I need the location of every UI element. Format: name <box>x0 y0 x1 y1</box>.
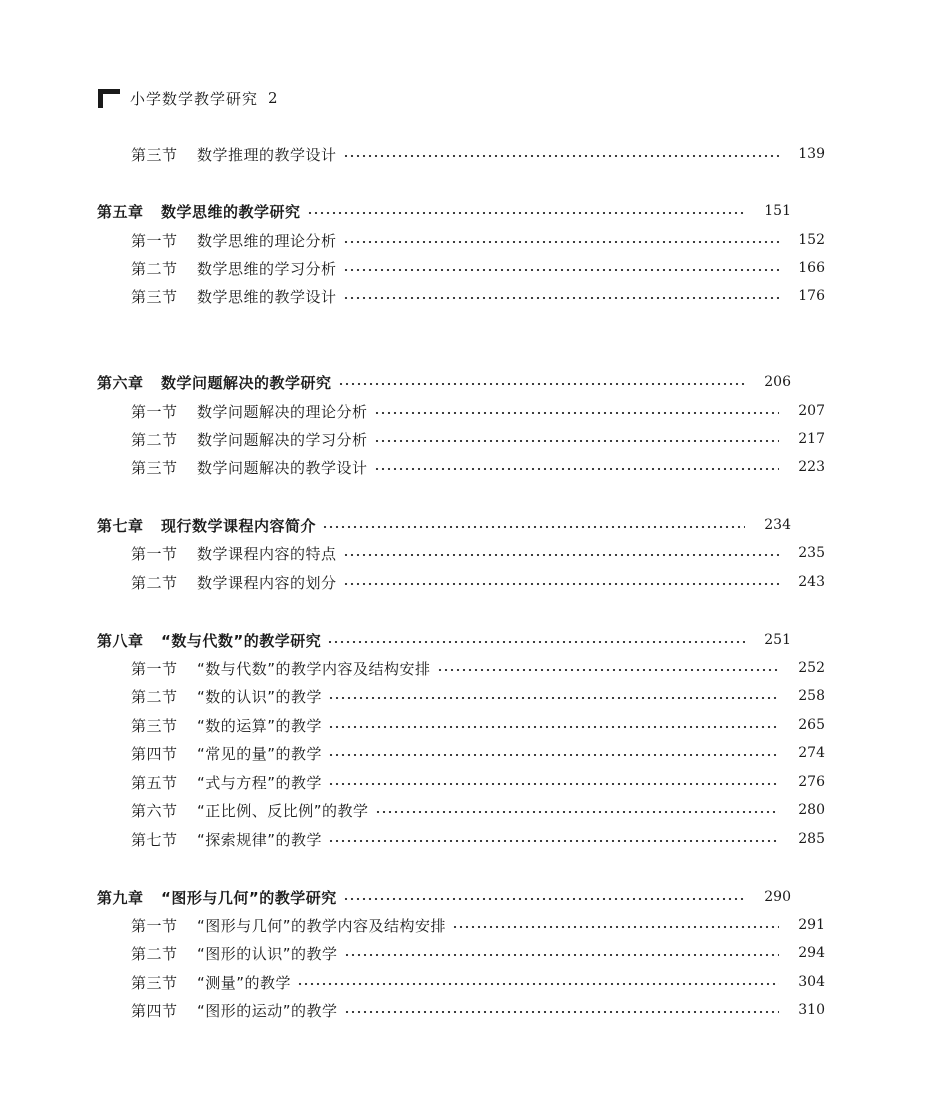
section-title: “测量”的教学 <box>197 973 292 992</box>
toc-section-row[interactable] <box>0 255 931 281</box>
toc-section-row[interactable] <box>0 769 931 795</box>
toc-entry-label <box>131 401 368 422</box>
dot-leader <box>343 269 779 271</box>
page-ref: 207 <box>798 403 825 419</box>
dot-leader <box>374 412 779 414</box>
section-title: “常见的量”的教学 <box>197 744 323 763</box>
dot-leader <box>338 383 745 385</box>
page-ref: 265 <box>798 717 825 733</box>
section-number: 第二节 <box>131 573 178 592</box>
section-number: 第四节 <box>131 1001 178 1020</box>
page-ref: 217 <box>798 431 825 447</box>
page-ref: 151 <box>764 203 791 219</box>
section-title: “数与代数”的教学内容及结构安排 <box>197 659 431 678</box>
toc-entry-label <box>131 800 369 821</box>
dot-leader <box>343 898 745 900</box>
toc-section-row[interactable] <box>0 712 931 738</box>
page-ref: 310 <box>798 1002 825 1018</box>
page-ref: 304 <box>798 974 825 990</box>
toc-entry-label <box>131 829 322 850</box>
dot-leader <box>375 811 779 813</box>
dot-leader <box>322 526 745 528</box>
dot-leader <box>344 1011 779 1013</box>
toc-section-row[interactable] <box>0 940 931 966</box>
dot-leader <box>328 783 779 785</box>
section-number: 第三节 <box>131 145 178 164</box>
toc-section-row[interactable] <box>0 569 931 595</box>
toc-chapter-row[interactable] <box>0 884 897 910</box>
page-ref: 139 <box>798 146 825 162</box>
toc-entry-label <box>131 743 322 764</box>
section-title: “正比例、反比例”的教学 <box>197 801 369 820</box>
chapter-number: 第五章 <box>97 202 144 221</box>
toc-entry-label <box>131 715 322 736</box>
dot-leader <box>343 241 779 243</box>
dot-leader <box>307 212 745 214</box>
section-title: “数的认识”的教学 <box>197 687 323 706</box>
dot-leader <box>344 954 779 956</box>
page-ref: 243 <box>798 574 825 590</box>
toc-entry-label <box>97 372 332 393</box>
toc-entry-label <box>97 887 337 908</box>
toc-section-row[interactable] <box>0 997 931 1023</box>
toc-entry-label <box>97 201 301 222</box>
chapter-title: 数学问题解决的教学研究 <box>161 373 332 392</box>
dot-leader <box>328 726 779 728</box>
section-title: “数的运算”的教学 <box>197 716 323 735</box>
page-ref: 252 <box>798 660 825 676</box>
page-ref: 290 <box>764 889 791 905</box>
book-title: 小学数学教学研究 <box>130 89 259 108</box>
section-number: 第二节 <box>131 687 178 706</box>
section-number: 第三节 <box>131 287 178 306</box>
toc-entry-label <box>131 429 368 450</box>
section-title: 数学问题解决的理论分析 <box>197 402 368 421</box>
toc-section-row[interactable] <box>0 797 931 823</box>
page-ref: 223 <box>798 459 825 475</box>
toc-entry-label <box>131 572 337 593</box>
section-number: 第三节 <box>131 458 178 477</box>
dot-leader <box>297 983 779 985</box>
dot-leader <box>374 468 779 470</box>
section-title: “图形与几何”的教学内容及结构安排 <box>197 916 447 935</box>
toc-section-row[interactable] <box>0 969 931 995</box>
section-number: 第七节 <box>131 830 178 849</box>
page-ref: 276 <box>798 774 825 790</box>
section-number: 第五节 <box>131 773 178 792</box>
section-title: “探索规律”的教学 <box>197 830 323 849</box>
section-title: 数学思维的教学设计 <box>197 287 337 306</box>
section-number: 第一节 <box>131 231 178 250</box>
toc-entry-label <box>97 630 321 651</box>
section-title: 数学课程内容的特点 <box>197 544 337 563</box>
toc-section-row[interactable] <box>0 655 931 681</box>
page-ref: 285 <box>798 831 825 847</box>
section-title: 数学问题解决的教学设计 <box>197 458 368 477</box>
toc-section-row[interactable] <box>0 283 931 309</box>
dot-leader <box>343 583 779 585</box>
section-number: 第三节 <box>131 973 178 992</box>
page-ref: 280 <box>798 802 825 818</box>
chapter-title: 数学思维的教学研究 <box>161 202 301 221</box>
dot-leader <box>328 840 779 842</box>
page-ref: 274 <box>798 745 825 761</box>
toc-section-row[interactable] <box>0 912 931 938</box>
chapter-number: 第九章 <box>97 888 144 907</box>
page-ref: 258 <box>798 688 825 704</box>
chapter-title: “数与代数”的教学研究 <box>161 631 322 650</box>
section-title: 数学推理的教学设计 <box>197 145 337 164</box>
chapter-number: 第七章 <box>97 516 144 535</box>
toc-section-row[interactable] <box>0 683 931 709</box>
toc-entry-label <box>131 943 338 964</box>
page-ref: 176 <box>798 288 825 304</box>
toc-entry-label <box>131 230 337 251</box>
dot-leader <box>452 926 779 928</box>
toc-chapter-row[interactable] <box>0 512 897 538</box>
toc-entry-label <box>131 543 337 564</box>
dot-leader <box>343 155 779 157</box>
toc-chapter-row[interactable] <box>0 198 897 224</box>
page-ref: 294 <box>798 945 825 961</box>
page-ref: 234 <box>764 517 791 533</box>
section-title: 数学思维的理论分析 <box>197 231 337 250</box>
section-number: 第二节 <box>131 430 178 449</box>
section-title: “图形的认识”的教学 <box>197 944 338 963</box>
toc-chapter-row[interactable] <box>0 627 897 653</box>
toc-entry-label <box>131 915 446 936</box>
toc-section-row[interactable] <box>0 426 931 452</box>
toc-section-row[interactable] <box>0 540 931 566</box>
dot-leader <box>343 297 779 299</box>
chapter-number: 第六章 <box>97 373 144 392</box>
toc-entry-label <box>131 258 337 279</box>
toc-section-row[interactable] <box>0 454 931 480</box>
toc-chapter-row[interactable] <box>0 369 897 395</box>
section-number: 第一节 <box>131 544 178 563</box>
toc-entry-label <box>97 515 316 536</box>
toc-entry-label <box>131 972 291 993</box>
section-title: 数学思维的学习分析 <box>197 259 337 278</box>
dot-leader <box>328 754 779 756</box>
dot-leader <box>437 669 779 671</box>
toc-section-row[interactable] <box>0 740 931 766</box>
toc-entry-label <box>131 686 322 707</box>
page-ref: 235 <box>798 545 825 561</box>
dot-leader <box>328 697 779 699</box>
section-number: 第三节 <box>131 716 178 735</box>
toc-entry-label <box>131 658 431 679</box>
dot-leader <box>343 554 779 556</box>
chapter-number: 第八章 <box>97 631 144 650</box>
dot-leader <box>327 641 745 643</box>
chapter-title: “图形与几何”的教学研究 <box>161 888 337 907</box>
page-ref: 152 <box>798 232 825 248</box>
page-ref: 166 <box>798 260 825 276</box>
toc-section-row[interactable] <box>0 398 931 424</box>
toc-entry-label <box>131 1000 338 1021</box>
toc-section-row[interactable] <box>0 141 931 167</box>
section-number: 第二节 <box>131 259 178 278</box>
section-number: 第一节 <box>131 659 178 678</box>
section-title: “图形的运动”的教学 <box>197 1001 338 1020</box>
toc-entry-label <box>131 286 337 307</box>
section-number: 第二节 <box>131 944 178 963</box>
chapter-title: 现行数学课程内容简介 <box>161 516 317 535</box>
toc-section-row[interactable] <box>0 227 931 253</box>
page-number: 2 <box>268 89 279 107</box>
page-ref: 206 <box>764 374 791 390</box>
toc-section-row[interactable] <box>0 826 931 852</box>
dot-leader <box>374 440 779 442</box>
page-ref: 251 <box>764 632 791 648</box>
section-title: “式与方程”的教学 <box>197 773 323 792</box>
section-number: 第六节 <box>131 801 178 820</box>
section-title: 数学课程内容的划分 <box>197 573 337 592</box>
page-ref: 291 <box>798 917 825 933</box>
toc-entry-label <box>131 772 322 793</box>
section-number: 第一节 <box>131 402 178 421</box>
toc-entry-label <box>131 144 337 165</box>
section-title: 数学问题解决的学习分析 <box>197 430 368 449</box>
toc-entry-label <box>131 457 368 478</box>
section-number: 第一节 <box>131 916 178 935</box>
section-number: 第四节 <box>131 744 178 763</box>
